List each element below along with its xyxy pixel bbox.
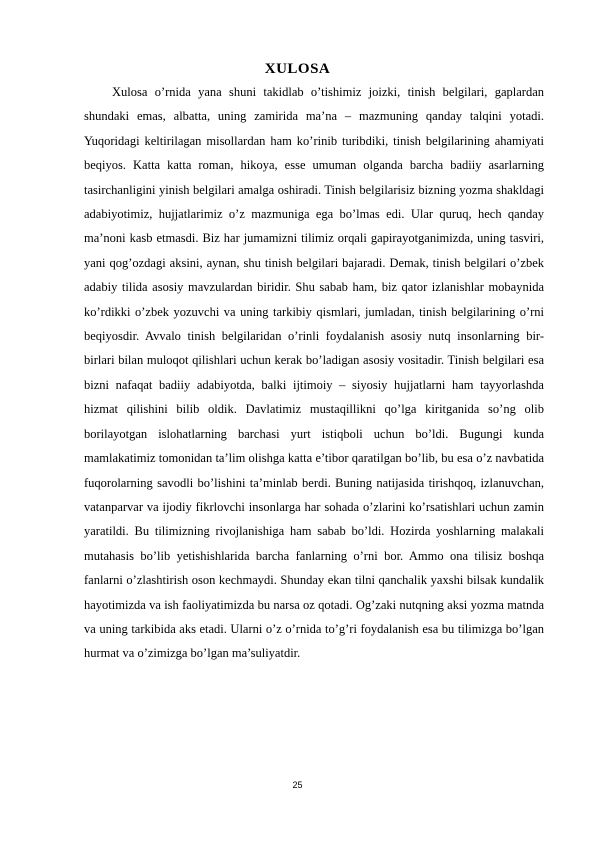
page-number: 25 — [292, 780, 303, 790]
conclusion-paragraph: Xulosa o’rnida yana shuni takidlab o’tishimiz joizki, tinish belgilari, gaplardan shundaki emas, albatta, uning zamirida ma’na – mazmuning qanday talqini yotadi. Yuqoridagi keltirilagan misollardan ham ko’rinib turibdiki, tinish belgilarining ahamiyati beqiyos. Katta katta roman, hikoya, esse umuman olganda barcha badiiy asarlarning tasirchanligini yinish belgilari amalga oshiradi. Tinish belgilarisiz bizning yozma shakldagi adabiyotimiz, hujjatlarimiz o’z mazmuniga ega bo’lmas edi. Ular quruq, hech qanday ma’noni kasb etmasdi. Biz har jumamizni tilimiz orqali gapirayotganimizda, uning tasviri, yani qog’ozdagi aksini, aynan, shu tinish belgilari bajaradi. Demak, tinish belgilari o’zbek adabiy tilida asosiy mavzulardan biridir. Shu sabab ham, biz qator izlanishlar mobaynida ko’rdikki o’zbek yozuvchi va uning tarkibiy qismlari, jumladan, tinish belgilarining o’rni beqiyosdir. Avvalo tinish belgilaridan o’rinli foydalanish asosiy nutq insonlarning bir- birlari bilan muloqot qilishlari uchun kerak bo’ladigan asosiy vositadir. Tinish belgilari esa bizni nafaqat badiiy adabiyotda, balki ijtimoiy – siyosiy hujjatlarni ham tayyorlashda hizmat qilishini bilib oldik. Davlatimiz mustaqillikni qo’lga kiritganida so’ng olib borilayotgan islohatlarning barchasi yurt istiqboli uchun bo’ldi. Bugungi kunda mamlakatimiz tomonidan ta’lim olishga katta e’tibor qaratilgan bo’lib, bu esa o’z navbatida fuqorolarning savodli bo’lishini ta’minlab berdi. Buning natijasida tirishqoq, izlanuvchan, vatanparvar va ijodiy fikrlovchi insonlarga har sohada o’zlarini ko’rsatishlari uchun zamin yaratildi. Bu tilimizning rivojlanishiga ham sabab bo’ldi. Hozirda yoshlarning malakali mutahasis bo’lib yetishishlarida barcha fanlarning o’rni bor. Ammo ona tilisiz boshqa fanlarni o’zlashtirish oson kechmaydi. Shunday ekan tilni qanchalik yaxshi bilsak kundalik hayotimizda va ish faoliyatimizda bu narsa oz qotadi. Og’zaki nutqning aksi yozma matnda va uning tarkibida aks etadi. Ularni o’z o’rnida to’g’ri foydalanish esa bu tilimizga bo’lgan hurmat va o’zimizga bo’lgan ma’suliyatdir. — [84, 85, 544, 661]
section-heading: XULOSA — [264, 61, 331, 77]
